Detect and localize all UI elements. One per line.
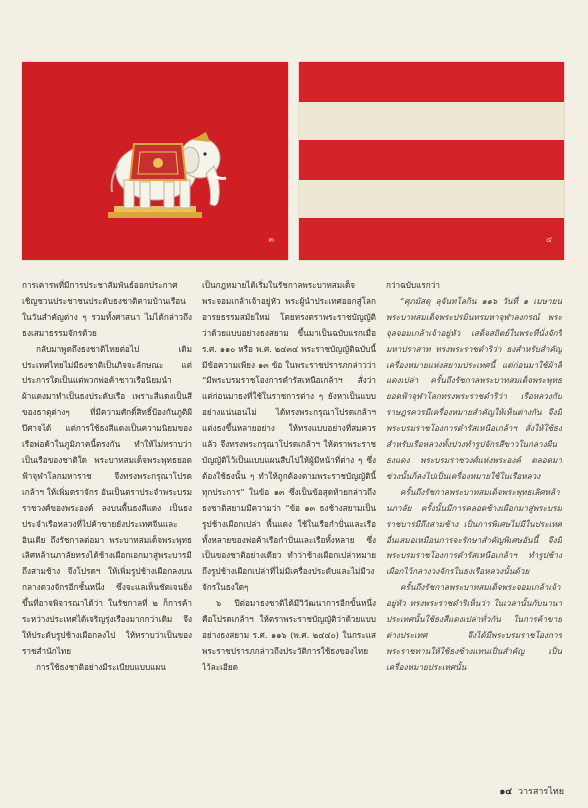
striped-flag-image <box>299 62 564 260</box>
quote-paragraph: ครั้นถึงรัชกาลพระบาทสมเด็จพระจอมเกล้าเจ้าอยู่หัว ทรงพระราชดำริเห็นว่า ในเวลานั้นกับนานาประเทศนั้นใช้ธงสีแดงเปล่าทั่วกัน ในการค้าขายต่างประเทศ จึงได้มีพระบรมราชโองการพระราชทานให้ใช้ธงช้างแทนเป็นสำคัญ เป็นเครื่องหมายประเทศนั้น <box>386 582 562 672</box>
paragraph: การใช้ธงชาติอย่างมีระเบียบแบบแผน <box>36 661 166 672</box>
flag-white-stripe-lower <box>299 180 564 218</box>
text-column-1 <box>22 278 192 676</box>
text-column-2 <box>202 278 376 676</box>
publication-name: วารสารไทย <box>517 787 564 797</box>
page-number: ๑๔ <box>499 787 513 797</box>
elephant-flag-image <box>22 62 288 260</box>
quote-paragraph: ครั้นถึงรัชกาลพระบาทสมเด็จพระพุทธเลิศหล้านภาลัย ครั้งนั้นมีการคลอดช้างเผือกมาสู่พระบรมราชบารมีถึงสามช้าง เป็นการพิเศษไม่มีในประเทศอื่นเสมอเหมือนการจะรักษาสำคัญพิเศษอันนี้ จึงมีพระบรมราชโองการดำรัสเหนือเกล้าฯ ทำรูปช้างเผือกไว้กลางวงจักรในธงเรือหลวงนั้นด้วย <box>386 486 562 577</box>
figure-number-4: ๔ <box>545 235 552 244</box>
paragraph: เป็นกฎหมายได้เริ่มในรัชกาลพระบาทสมเด็จพระจอมเกล้าเจ้าอยู่หัว พระผู้นำประเทศออกสู่โลกอารยธรรมสมัยใหม่ โดยทรงตราพระราชบัญญัติว่าด้วยแบบอย่างธงสยาม ขึ้นมาเป็นฉบับแรกเมื่อ ร.ศ. ๑๑๐ หรือ พ.ศ. ๒๔๓๔ พระราชบัญญัติฉบับนี้มีข้อความเพียง ๑๓ ข้อ ในพระราชปรารภกล่าวว่า “มีพระบรมราชโองการดำรัสเหนือเกล้าฯ สั่งว่า แต่ก่อนมาธงที่ใช้ในราชการต่าง ๆ ยังหาเป็นแบบอย่างแน่นอนไม่ ได้ทรงพระกรุณาโปรดเกล้าฯ แต่งธงขึ้นหลายอย่าง ให้ทรงแบบอย่างที่สมควรแล้ว จึงทรงพระกรุณาโปรดเกล้าฯ ให้ตราพระราชบัญญัติไว้เป็นแบบแผนสืบไปให้ผู้มีหน้าที่ต่าง ๆ ซึ่งต้องใช้ธงนั้น ๆ ทำให้ถูกต้องตามพระราชบัญญัตินี้ทุกประการ” ในข้อ ๑๓ ซึ่งเป็นข้อสุดท้ายกล่าวถึงธงชาติสยามมีความว่า “ข้อ ๑๓ ธงช้างสยามเป็นรูปช้างเผือกเปล่า พื้นแดง ใช้ในเรือกำปั่นและเรือทั้งหลายของพ่อค้าเรือกำปั่นและเรือทั้งหลาย ซึ่งเป็นของชาติอย่างเดียว ทำว่าช้างเผือกเปล่าหมายถึงรูปช้างเผือกเปล่าที่ไม่มีเครื่องประดับและไม่มีวงจักรในธงใดๆ <box>202 280 376 593</box>
white-elephant-emblem <box>22 62 288 260</box>
page-footer <box>500 784 564 798</box>
text-column-3 <box>386 278 562 676</box>
quote-paragraph: “ศุภมัสดุ ลุจันทโลกิน ๑๑๖ วันที่ ๑ เมษายน พระบาทสมเด็จพระปรมินทรมหาจุฬาลงกรณ์ พระจุลจอมเกล้าเจ้าอยู่หัว เสด็จสถิตย์ในพระที่นั่งจักรีมหาปราสาท ทรงพระราชดำริว่า ธงสำหรับสำคัญเครื่องหมายแห่งสยามประเทศนี้ แต่ก่อนมาใช้ผ้าสีแดงเปล่า ครั้นถึงรัชกาลพระบาทสมเด็จพระพุทธยอดฟ้าจุฬาโลกทรงพระราชดำริว่า เรือหลวงกับราษฎรควรมีเครื่องหมายสำคัญให้เห็นต่างกัน จึงมีพระบรมราชโองการดำรัสเหนือเกล้าฯ สั่งให้ใช้ธงสำหรับเรือหลวงทั้งปวงทำรูปจักรสีขาวในกลางผืนธงแดง พระบรมราชวงศ์แห่งพระองค์ ตลอดมา ช่วงนั้นก็ลงไปเป็นเครื่องหมายใช้ในเรือหลวง <box>386 295 562 481</box>
figure-number-3: ๓ <box>268 235 274 244</box>
flag-white-stripe-upper <box>299 102 564 140</box>
paragraph: กว่าฉบับแรกว่า <box>386 280 440 290</box>
paragraph: ๖ ปีต่อมาธงชาติได้มีวิวัฒนาการอีกขั้นหนึ่ง คือโปรดเกล้าฯ ให้ตราพระราชบัญญัติว่าด้วยแบบอย่างธงสยาม ร.ศ. ๑๑๖ (พ.ศ. ๒๔๔๐) ในกระแสพระราชปรารภกล่าวถึงประวัติการใช้ธงของไทยไว้ละเอียด <box>202 598 376 672</box>
paragraph: การเคารพที่มีการประชาสัมพันธ์ออกประกาศเชิญชวนประชาชนประดับธงชาติตามบ้านเรือนในวันสำคัญต่าง ๆ รวมทั้งศาสนา ไม่ได้กล่าวถึงธงเสมาธรรมจักรด้วย <box>22 280 192 338</box>
paragraph: กลับมาพูดถึงธงชาติไทยต่อไป เดิมประเทศไทยไม่มีธงชาติเป็นภิจจะลักษณะ แต่ประการใดเป็นแต่พวกพ่อค้าชาวเรือนิยมนำผ้าแดงมาทำเป็นธงประดับเรือ เพราะสีแดงเป็นสีของธาตุต่างๆ ที่มีความศักดิ์สิทธิ์ป้องกันภูติผีปีศาจได้ แต่การใช้ธงสีแดงเป็นความนิยมของเรือพ่อค้าในภูมิภาคนี้ตรงกัน ทำให้ไม่ทราบว่าเป็นเรือของชาติใด พระบาทสมเด็จพระพุทธยอดฟ้าจุฬาโลกมหาราช จึงทรงพระกรุณาโปรดเกล้าฯ ให้เพิ่มตราจักร อันเป็นตราประจำพระบรมราชวงศ์ของพระองค์ ลงบนพื้นธงสีแดง เป็นธงประจำเรือหลวงที่ไปค้าขายยังประเทศจีนและอินเดีย ถึงรัชกาลต่อมา พระบาทสมเด็จพระพุทธเลิศหล้านภาลัยทรงได้ช้างเผือกเอกมาสู่พระบารมีถึงสามช้าง จึงโปรดฯ ให้เพิ่มรูปช้างเผือกลงบนกลางดวงจักรอีกชั้นหนึ่ง ซึ่งจะแลเห็นชัดเจนยิ่งขึ้นที่อาจพิจารณาได้ว่า ในรัชกาลที่ ๒ ก็การค้าระหว่างประเทศได้เจริญรุ่งเรืองมากกว่าเดิม จึงให้ประดับรูปช้างเผือกลงไป ให้ทราบว่าเป็นของราชสำนักไทย <box>22 343 192 656</box>
